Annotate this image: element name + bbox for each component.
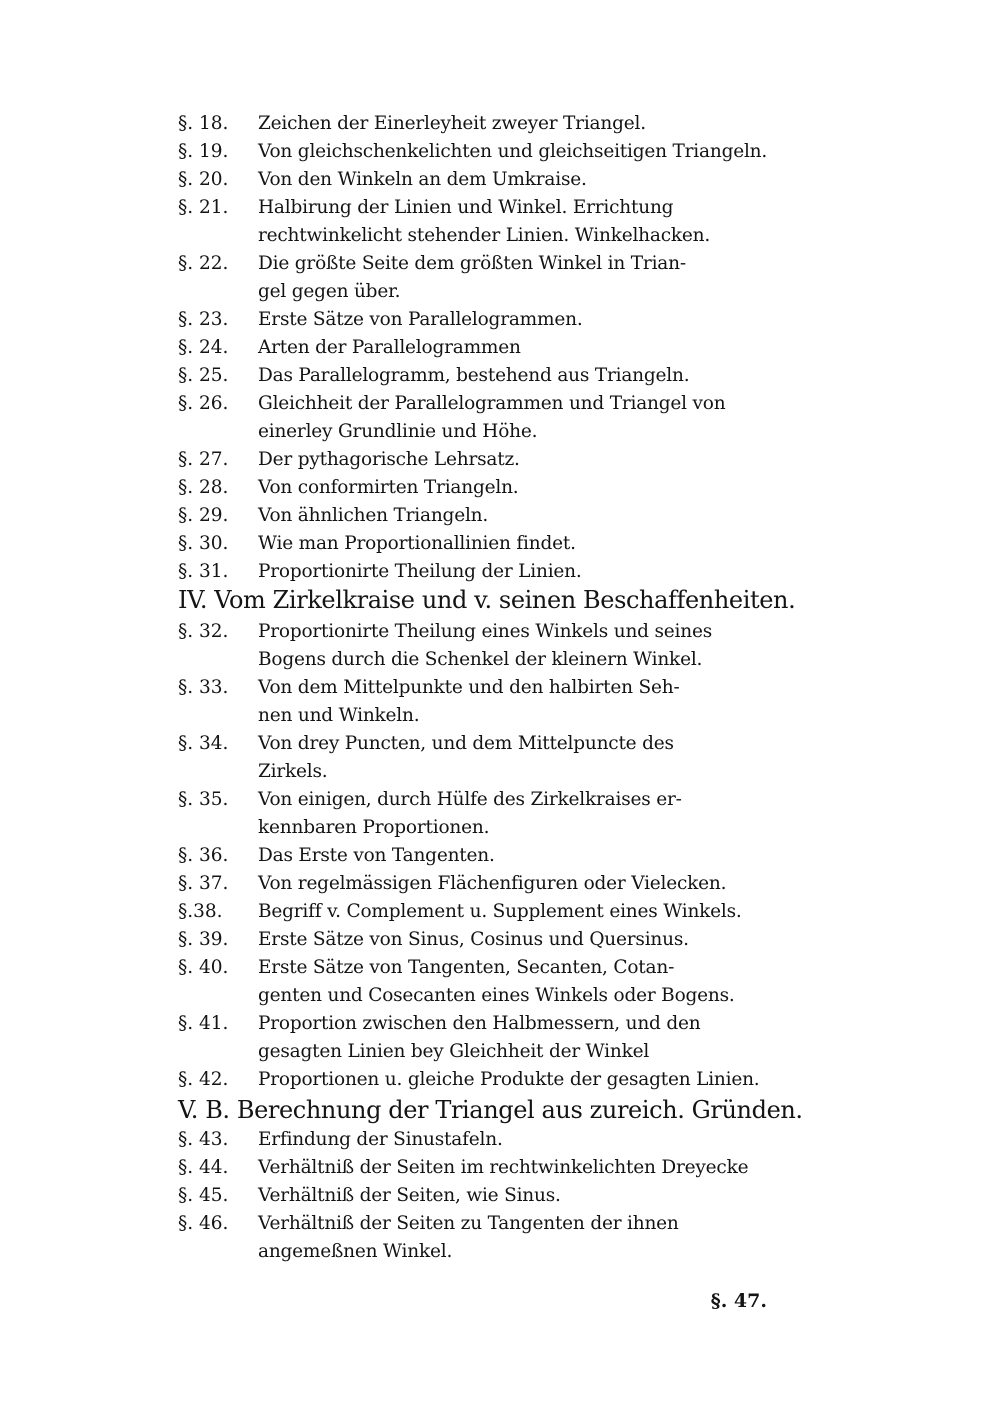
section-number: §. 29. — [178, 505, 229, 526]
entry-text: Von einigen, durch Hülfe des Zirkelkraises er- — [258, 789, 682, 810]
entry-group-4 — [178, 618, 778, 1094]
toc-entry-28 — [178, 474, 778, 502]
section-number: §. 31. — [178, 561, 229, 582]
section-number: §. 35. — [178, 789, 229, 810]
entry-text: Das Erste von Tangenten. — [258, 845, 495, 866]
section-number: §. 30. — [178, 533, 229, 554]
toc-entry-44 — [178, 1154, 778, 1182]
entry-text: Proportionen u. gleiche Produkte der gesagten Linien. — [258, 1069, 760, 1090]
toc-entry-42 — [178, 1066, 778, 1094]
entry-text: Zeichen der Einerleyheit zweyer Triangel. — [258, 113, 646, 134]
section-number: §. 26. — [178, 393, 229, 414]
catchword: §. 47. — [710, 1290, 767, 1312]
toc-entry-33 — [178, 674, 778, 730]
toc-entry-20 — [178, 166, 778, 194]
toc-entry-27 — [178, 446, 778, 474]
entry-text-cont: Zirkels. — [258, 761, 328, 782]
section-number: §. 41. — [178, 1013, 229, 1034]
toc-entry-45 — [178, 1182, 778, 1210]
toc-entry-39 — [178, 926, 778, 954]
entry-text-cont: einerley Grundlinie und Höhe. — [258, 421, 538, 442]
entry-text: Von ähnlichen Triangeln. — [258, 505, 489, 526]
toc-entry-36 — [178, 842, 778, 870]
section-heading-iv: IV. Vom Zirkelkraise und v. seinen Beschaffenheiten. — [178, 586, 796, 614]
section-number: §. 42. — [178, 1069, 229, 1090]
entry-text: Von regelmässigen Flächenfiguren oder Vielecken. — [258, 873, 727, 894]
section-number: §. 27. — [178, 449, 229, 470]
entry-text-cont: angemeßnen Winkel. — [258, 1241, 453, 1262]
section-number: §. 46. — [178, 1213, 229, 1234]
entry-text: Verhältniß der Seiten im rechtwinkelichten Dreyecke — [258, 1157, 749, 1178]
entry-text: Halbirung der Linien und Winkel. Errichtung — [258, 197, 674, 218]
toc-entry-30 — [178, 530, 778, 558]
entry-text-cont: rechtwinkelicht stehender Linien. Winkelhacken. — [258, 225, 711, 246]
section-number: §. 19. — [178, 141, 229, 162]
section-number: §. 45. — [178, 1185, 229, 1206]
toc-entry-26 — [178, 390, 778, 446]
section-number: §. 25. — [178, 365, 229, 386]
entry-text: Von drey Puncten, und dem Mittelpuncte des — [258, 733, 674, 754]
entry-text-cont: nen und Winkeln. — [258, 705, 420, 726]
section-number: §. 44. — [178, 1157, 229, 1178]
section-number: §. 24. — [178, 337, 229, 358]
section-number: §. 37. — [178, 873, 229, 894]
section-heading-v: V. B. Berechnung der Triangel aus zureich. Gründen. — [178, 1096, 803, 1124]
toc-entry-22 — [178, 250, 778, 306]
entry-text: Proportionirte Theilung der Linien. — [258, 561, 582, 582]
toc-entry-34 — [178, 730, 778, 786]
entry-text: Der pythagorische Lehrsatz. — [258, 449, 520, 470]
section-number: §. 18. — [178, 113, 229, 134]
table-of-contents — [178, 110, 803, 1266]
toc-entry-25 — [178, 362, 778, 390]
section-number: §. 39. — [178, 929, 229, 950]
toc-entry-24 — [178, 334, 778, 362]
toc-entry-35 — [178, 786, 778, 842]
toc-entry-19 — [178, 138, 778, 166]
section-number: §. 21. — [178, 197, 229, 218]
entry-text: Die größte Seite dem größten Winkel in Trian- — [258, 253, 686, 274]
section-number: §. 43. — [178, 1129, 229, 1150]
entry-text: Von dem Mittelpunkte und den halbirten Seh- — [258, 677, 680, 698]
entry-group-3 — [178, 110, 778, 586]
entry-text: Von conformirten Triangeln. — [258, 477, 519, 498]
entry-text: Verhältniß der Seiten zu Tangenten der ihnen — [258, 1213, 679, 1234]
entry-text: Begriff v. Complement u. Supplement eines Winkels. — [258, 901, 742, 922]
section-number: §. 20. — [178, 169, 229, 190]
entry-text: Proportionirte Theilung eines Winkels und seines — [258, 621, 713, 642]
section-number: §. 32. — [178, 621, 229, 642]
section-number: §. 40. — [178, 957, 229, 978]
toc-entry-18 — [178, 110, 778, 138]
entry-text-cont: kennbaren Proportionen. — [258, 817, 490, 838]
toc-entry-21 — [178, 194, 778, 250]
toc-entry-37 — [178, 870, 778, 898]
entry-text: Gleichheit der Parallelogrammen und Triangel von — [258, 393, 726, 414]
entry-text: Erste Sätze von Sinus, Cosinus und Quersinus. — [258, 929, 689, 950]
entry-text: Proportion zwischen den Halbmessern, und den — [258, 1013, 701, 1034]
entry-text-cont: Bogens durch die Schenkel der kleinern Winkel. — [258, 649, 703, 670]
entry-text-cont: gel gegen über. — [258, 281, 401, 302]
section-number: §. 28. — [178, 477, 229, 498]
entry-text: Verhältniß der Seiten, wie Sinus. — [258, 1185, 561, 1206]
toc-entry-31 — [178, 558, 778, 586]
section-number: §.38. — [178, 901, 223, 922]
entry-text: Wie man Proportionallinien findet. — [258, 533, 576, 554]
entry-text-cont: genten und Cosecanten eines Winkels oder Bogens. — [258, 985, 735, 1006]
toc-entry-32 — [178, 618, 778, 674]
entry-group-5 — [178, 1126, 778, 1266]
entry-text: Erfindung der Sinustafeln. — [258, 1129, 503, 1150]
entry-text: Arten der Parallelogrammen — [258, 337, 521, 358]
toc-entry-41 — [178, 1010, 778, 1066]
entry-text: Von den Winkeln an dem Umkraise. — [258, 169, 587, 190]
toc-entry-40 — [178, 954, 778, 1010]
toc-entry-23 — [178, 306, 778, 334]
section-number: §. 34. — [178, 733, 229, 754]
section-number: §. 23. — [178, 309, 229, 330]
entry-text: Von gleichschenkelichten und gleichseitigen Triangeln. — [258, 141, 768, 162]
section-number: §. 22. — [178, 253, 229, 274]
toc-entry-29 — [178, 502, 778, 530]
entry-text: Erste Sätze von Parallelogrammen. — [258, 309, 583, 330]
section-number: §. 36. — [178, 845, 229, 866]
toc-entry-43 — [178, 1126, 778, 1154]
toc-entry-46 — [178, 1210, 778, 1266]
entry-text-cont: gesagten Linien bey Gleichheit der Winkel — [258, 1041, 650, 1062]
section-number: §. 33. — [178, 677, 229, 698]
toc-entry-38 — [178, 898, 778, 926]
entry-text: Erste Sätze von Tangenten, Secanten, Cotan- — [258, 957, 675, 978]
entry-text: Das Parallelogramm, bestehend aus Triangeln. — [258, 365, 690, 386]
